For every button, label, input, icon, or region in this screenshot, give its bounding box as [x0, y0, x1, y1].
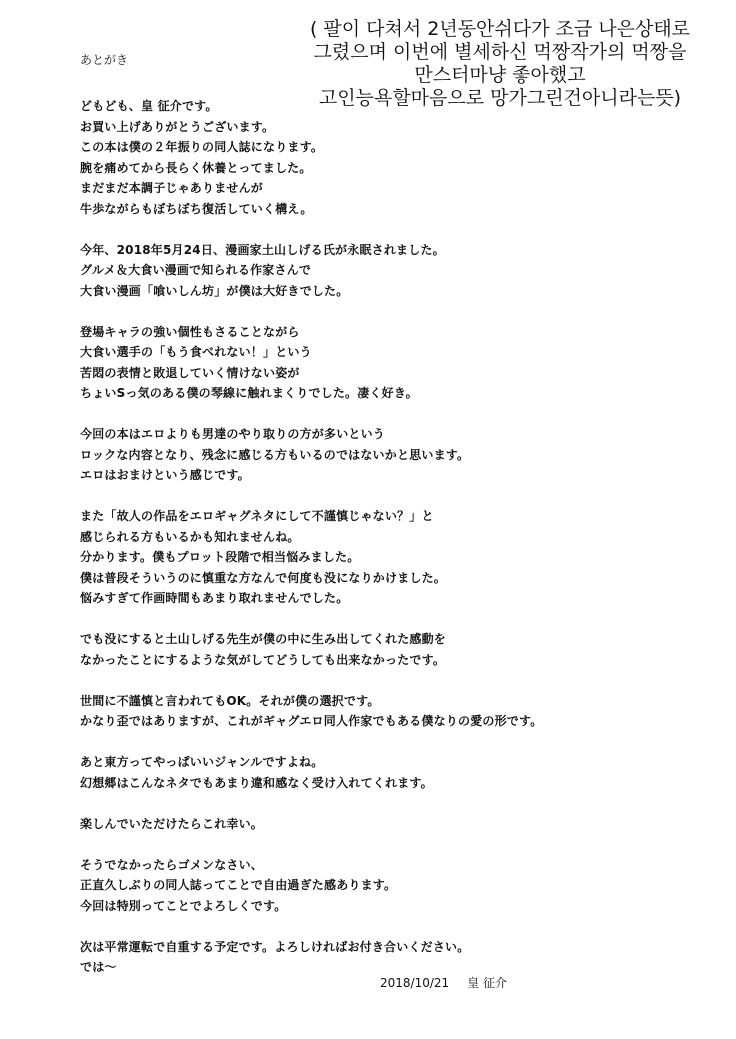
text-line: 感じられる方もいるかも知れませんね。 [80, 529, 300, 544]
note-line: 만스터마냥 좋아했고 [414, 64, 586, 86]
signature-date: 2018/10/21 [380, 976, 450, 990]
text-line: 苦悶の表情と敗退していく情けない姿が [80, 365, 300, 380]
paragraph [80, 629, 700, 670]
note-line: 그렸으며 이번에 별세하신 먹짱작가의 먹짱을 [313, 41, 687, 63]
paragraph [80, 96, 700, 219]
paragraph [80, 855, 700, 917]
text-line: あと東方ってやっぱいいジャンルですよね。 [80, 755, 324, 769]
text-line: 僕は普段そういうのに慎重な方なんで何度も没になりかけました。 [80, 570, 447, 585]
text-line: 腕を痛めてから長らく休養とってました。 [80, 160, 312, 175]
signature-name: 皇 征介 [467, 976, 507, 990]
text-line: 大食い漫画「喰いしん坊」が僕は大好きでした。 [80, 283, 349, 298]
paragraph [80, 240, 700, 302]
text-line: ちょいSっ気のある僕の琴線に触れまくりでした。凄く好き。 [80, 386, 418, 400]
paragraph [80, 691, 700, 732]
text-line: 今年、2018年5月24日、漫画家土山しげる氏が永眠されました。 [80, 242, 445, 257]
text-line: お買い上げありがとうございます。 [80, 119, 275, 134]
note-line: 고인능욕할마음으로 망가그린건아니라는뜻) [318, 87, 682, 109]
text-line: なかったことにするような気がしてどうしても出来なかったです。 [80, 652, 446, 667]
text-line: 世間に不謹慎と言われてもOK。それが僕の選択です。 [80, 693, 380, 708]
text-line: 今回の本はエロよりも男達のやり取りの方が多いという [80, 427, 386, 441]
text-line: 今回は特別ってことでよろしくです。 [80, 898, 287, 913]
signature [380, 975, 525, 991]
text-line: エロはおまけという感じです。 [80, 468, 250, 482]
note-line: ( 팔이 다쳐서 2년동안쉬다가 조금 나은상태로 [309, 18, 691, 40]
text-line: でも没にすると土山しげる先生が僕の中に生み出してくれた感動を [80, 632, 447, 646]
text-line: まだまだ本調子じゃありませんが [80, 181, 264, 195]
paragraph [80, 322, 700, 404]
text-line: 分かります。僕もプロット段階で相当悩みました。 [80, 550, 360, 564]
text-line: かなり歪ではありますが、これがギャグエロ同人作家でもある僕なりの愛の形です。 [80, 714, 543, 728]
text-line: この本は僕の２年振りの同人誌になります。 [80, 140, 324, 154]
text-line: では～ [80, 960, 117, 974]
text-line: 悩みすぎて作画時間もあまり取れませんでした。 [80, 591, 349, 605]
text-line: 登場キャラの強い個性もさることながら [80, 324, 300, 339]
paragraph [80, 752, 700, 793]
text-line: 幻想郷はこんなネタでもあまり違和感なく受け入れてくれます。 [80, 775, 433, 790]
paragraph [80, 814, 700, 835]
text-line: 牛歩ながらもぼちぼち復活していく構え。 [80, 201, 313, 216]
text-line: どもども、皇 征介です。 [80, 99, 218, 113]
text-line: また「故人の作品をエロギャグネタにして不謹慎じゃない？」と [80, 509, 434, 523]
afterword-title: あとがき [80, 53, 129, 67]
text-line: 次は平常運転で自重する予定です。よろしければお付き合いください。 [80, 939, 470, 954]
text-line: 大食い選手の「もう食べれない！」という [80, 345, 312, 359]
text-line: 正直久しぶりの同人誌ってことで自由過ぎた感あります。 [80, 878, 397, 892]
paragraph [80, 506, 700, 609]
text-line: 楽しんでいただけたらこれ幸い。 [80, 816, 264, 831]
text-line: グルメ＆大食い漫画で知られる作家さんで [80, 263, 312, 277]
paragraph [80, 424, 700, 486]
text-line: そうでなかったらゴメンなさい、 [80, 857, 264, 872]
text-line: ロックな内容となり、残念に感じる方もいるのではないかと思います。 [80, 447, 470, 462]
paragraph [80, 937, 700, 978]
afterword-body [80, 96, 700, 998]
